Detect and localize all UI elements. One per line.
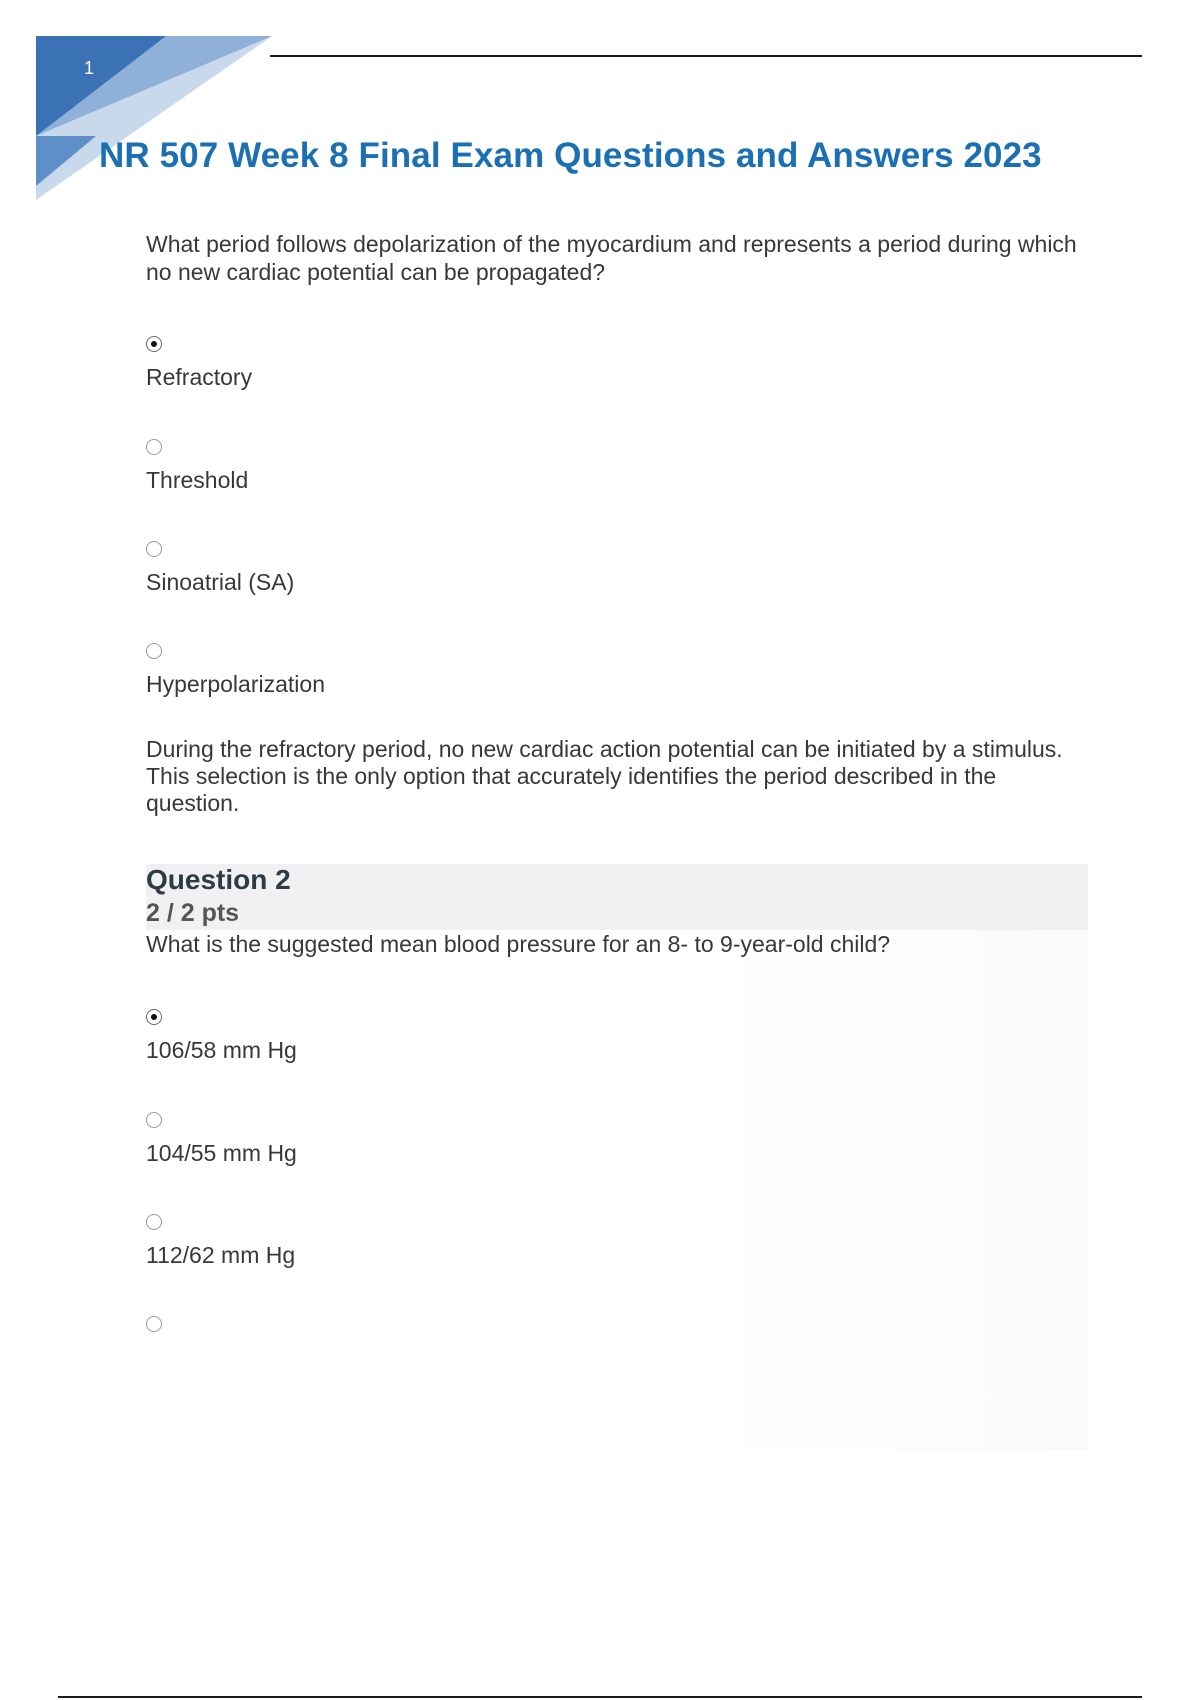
question-2-prompt: What is the suggested mean blood pressure for an 8- to 9-year-old child?	[146, 931, 891, 957]
top-divider	[270, 55, 1142, 57]
bottom-divider	[58, 1696, 1142, 1698]
question-1-prompt: What period follows depolarization of the myocardium and represents a period during which no new cardiac potential can be propagated?	[146, 231, 1077, 285]
question-panel	[146, 930, 1088, 1450]
answer-label: 104/55 mm Hg	[146, 1140, 297, 1166]
radio-selected-icon[interactable]	[146, 1009, 162, 1025]
document-title: NR 507 Week 8 Final Exam Questions and Answers 2023	[99, 136, 1042, 175]
page-number: 1	[83, 58, 94, 78]
radio-icon[interactable]	[146, 1316, 162, 1332]
question-2-points: 2 / 2 pts	[146, 899, 240, 927]
radio-icon[interactable]	[146, 439, 162, 455]
question-2-heading: Question 2	[146, 864, 291, 895]
radio-icon[interactable]	[146, 1112, 162, 1128]
answer-label: Hyperpolarization	[146, 671, 325, 697]
radio-icon[interactable]	[146, 643, 162, 659]
answer-label: Threshold	[146, 467, 249, 493]
answer-label: Sinoatrial (SA)	[146, 569, 295, 595]
radio-icon[interactable]	[146, 541, 162, 557]
answer-label: Refractory	[146, 364, 253, 390]
answer-label: 112/62 mm Hg	[146, 1242, 296, 1268]
answer-explanation: During the refractory period, no new cardiac action potential can be initiated by a stimulus. This selection is the only option that accurately identifies the period described in the question.	[146, 736, 1063, 816]
radio-selected-icon[interactable]	[146, 336, 162, 352]
answer-label: 106/58 mm Hg	[146, 1037, 297, 1063]
radio-icon[interactable]	[146, 1214, 162, 1230]
